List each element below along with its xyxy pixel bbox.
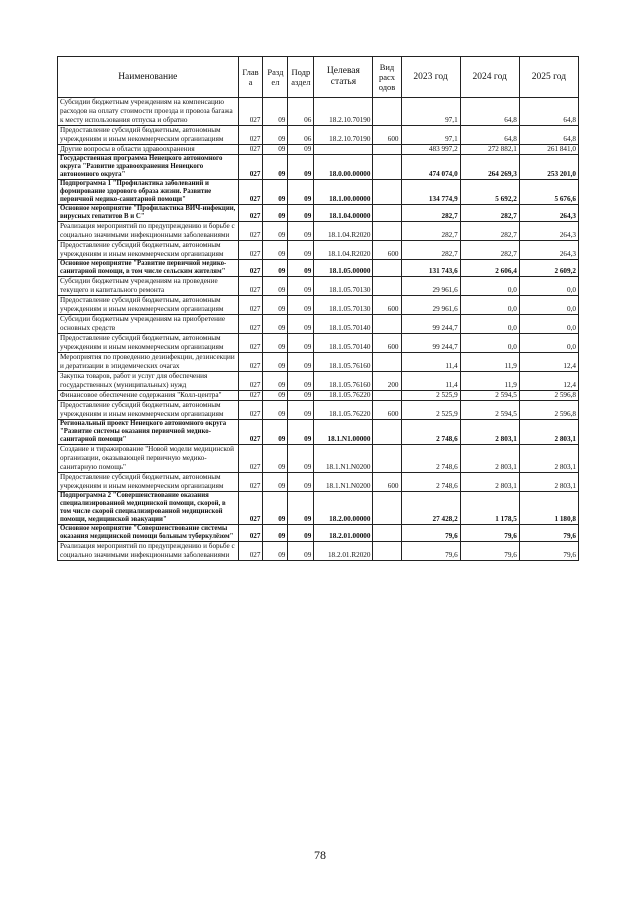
- cell-expense-type: [373, 315, 401, 334]
- cell-glava: 027: [238, 420, 263, 445]
- table-row: [58, 260, 579, 277]
- cell-target-article: 18.1.05.70130: [314, 277, 373, 296]
- cell-expense-type: [373, 353, 401, 372]
- cell-2025: 1 180,8: [519, 492, 578, 525]
- cell-2023: 29 961,6: [401, 277, 460, 296]
- cell-name: Основное мероприятие "Совершенствование системы оказания медицинской помощи больным туберкулёзом": [58, 525, 239, 542]
- table-row: [58, 205, 579, 222]
- table-row: [58, 401, 579, 420]
- cell-razdel: 09: [263, 372, 288, 391]
- cell-expense-type: 200: [373, 372, 401, 391]
- cell-razdel: 09: [263, 205, 288, 222]
- cell-expense-type: [373, 420, 401, 445]
- cell-glava: 027: [238, 334, 263, 353]
- cell-podrazdel: 09: [288, 277, 314, 296]
- cell-2024: 272 882,1: [460, 145, 519, 155]
- cell-target-article: 18.2.01.00000: [314, 525, 373, 542]
- cell-glava: 027: [238, 277, 263, 296]
- cell-2025: 261 841,0: [519, 145, 578, 155]
- cell-2023: 282,7: [401, 241, 460, 260]
- cell-name: Основное мероприятие "Развитие первичной медико-санитарной помощи, в том числе сельским жителям": [58, 260, 239, 277]
- cell-glava: 027: [238, 296, 263, 315]
- cell-2023: 29 961,6: [401, 296, 460, 315]
- cell-target-article: 18.1.05.76160: [314, 372, 373, 391]
- cell-target-article: 18.1.04.R2020: [314, 241, 373, 260]
- header-expense-type: Вид расх одов: [373, 57, 401, 98]
- cell-glava: 027: [238, 473, 263, 492]
- cell-glava: 027: [238, 391, 263, 401]
- cell-target-article: 18.0.00.00000: [314, 155, 373, 180]
- cell-glava: 027: [238, 145, 263, 155]
- cell-glava: 027: [238, 525, 263, 542]
- table-row: [58, 155, 579, 180]
- table-row: [58, 126, 579, 145]
- cell-2024: 79,6: [460, 525, 519, 542]
- cell-2023: 11,4: [401, 353, 460, 372]
- cell-expense-type: 600: [373, 126, 401, 145]
- cell-name: Субсидии бюджетным учреждениям на приобретение основных средств: [58, 315, 239, 334]
- cell-expense-type: 600: [373, 473, 401, 492]
- cell-target-article: 18.1.00.00000: [314, 180, 373, 205]
- header-2023: 2023 год: [401, 57, 460, 98]
- cell-target-article: 18.1.N1.N0200: [314, 445, 373, 473]
- table-row: [58, 334, 579, 353]
- header-2024: 2024 год: [460, 57, 519, 98]
- cell-razdel: 09: [263, 445, 288, 473]
- table-row: [58, 372, 579, 391]
- cell-2023: 97,1: [401, 126, 460, 145]
- cell-razdel: 09: [263, 492, 288, 525]
- cell-2025: 2 596,8: [519, 391, 578, 401]
- cell-glava: 027: [238, 542, 263, 561]
- cell-2023: 131 743,6: [401, 260, 460, 277]
- cell-2024: 2 803,1: [460, 473, 519, 492]
- cell-podrazdel: 09: [288, 420, 314, 445]
- header-razdel: Разд ел: [263, 57, 288, 98]
- cell-name: Реализация мероприятий по предупреждению и борьбе с социально значимыми инфекционными заболеваниями: [58, 222, 239, 241]
- cell-target-article: 18.1.05.00000: [314, 260, 373, 277]
- cell-2025: 12,4: [519, 353, 578, 372]
- header-row: [58, 57, 579, 98]
- cell-2024: 11,9: [460, 372, 519, 391]
- cell-name: Предоставление субсидий бюджетным, автономным учреждениям и иным некоммерческим организациям: [58, 296, 239, 315]
- cell-2023: 2 525,9: [401, 401, 460, 420]
- cell-glava: 027: [238, 222, 263, 241]
- table-row: [58, 277, 579, 296]
- cell-2024: 2 803,1: [460, 445, 519, 473]
- table-row: [58, 525, 579, 542]
- cell-target-article: [314, 145, 373, 155]
- cell-name: Реализация мероприятий по предупреждению и борьбе с социально значимыми инфекционными заболеваниями: [58, 542, 239, 561]
- cell-target-article: 18.1.05.70140: [314, 334, 373, 353]
- cell-podrazdel: 09: [288, 241, 314, 260]
- table-row: [58, 180, 579, 205]
- cell-glava: 027: [238, 260, 263, 277]
- cell-2024: 2 594,5: [460, 401, 519, 420]
- cell-name: Предоставление субсидий бюджетным, автономным учреждениям и иным некоммерческим организациям: [58, 334, 239, 353]
- cell-podrazdel: 09: [288, 145, 314, 155]
- cell-target-article: 18.2.10.70190: [314, 126, 373, 145]
- cell-razdel: 09: [263, 98, 288, 126]
- cell-target-article: 18.1.05.70130: [314, 296, 373, 315]
- cell-podrazdel: 09: [288, 473, 314, 492]
- cell-2024: 64,8: [460, 126, 519, 145]
- cell-name: Другие вопросы в области здравоохранения: [58, 145, 239, 155]
- cell-podrazdel: 09: [288, 155, 314, 180]
- cell-2025: 2 609,2: [519, 260, 578, 277]
- header-target-article: Целевая статья: [314, 57, 373, 98]
- cell-expense-type: [373, 445, 401, 473]
- cell-2024: 282,7: [460, 241, 519, 260]
- page-number: 78: [314, 848, 326, 862]
- header-2025: 2025 год: [519, 57, 578, 98]
- cell-glava: 027: [238, 98, 263, 126]
- cell-target-article: 18.1.04.R2020: [314, 222, 373, 241]
- cell-2024: 282,7: [460, 222, 519, 241]
- cell-razdel: 09: [263, 334, 288, 353]
- cell-podrazdel: 09: [288, 260, 314, 277]
- cell-name: Финансовое обеспечение содержания "Колл-центра": [58, 391, 239, 401]
- cell-podrazdel: 09: [288, 372, 314, 391]
- cell-2025: 2 803,1: [519, 445, 578, 473]
- cell-target-article: 18.1.05.76160: [314, 353, 373, 372]
- cell-razdel: 09: [263, 525, 288, 542]
- cell-name: Субсидии бюджетным учреждениям на проведение текущего и капитального ремонта: [58, 277, 239, 296]
- cell-2024: 5 692,2: [460, 180, 519, 205]
- cell-2023: 134 774,9: [401, 180, 460, 205]
- cell-razdel: 09: [263, 260, 288, 277]
- budget-table: [57, 56, 579, 561]
- cell-2025: 5 676,6: [519, 180, 578, 205]
- cell-2024: 79,6: [460, 542, 519, 561]
- cell-name: Подпрограмма 1 "Профилактика заболеваний и формирование здорового образа жизни. Развитие первичной медико-санитарной помощи": [58, 180, 239, 205]
- cell-2025: 0,0: [519, 296, 578, 315]
- cell-glava: 027: [238, 315, 263, 334]
- cell-razdel: 09: [263, 222, 288, 241]
- cell-2024: 2 594,5: [460, 391, 519, 401]
- cell-razdel: 09: [263, 391, 288, 401]
- cell-2024: 282,7: [460, 205, 519, 222]
- cell-2023: 11,4: [401, 372, 460, 391]
- cell-expense-type: [373, 492, 401, 525]
- cell-glava: 027: [238, 155, 263, 180]
- cell-podrazdel: 06: [288, 126, 314, 145]
- cell-target-article: 18.1.N1.N0200: [314, 473, 373, 492]
- cell-razdel: 09: [263, 145, 288, 155]
- cell-2025: 0,0: [519, 334, 578, 353]
- cell-2023: 282,7: [401, 205, 460, 222]
- cell-2025: 0,0: [519, 277, 578, 296]
- cell-2025: 264,3: [519, 205, 578, 222]
- cell-name: Государственная программа Ненецкого автономного округа "Развитие здравоохранения Ненецкого автономного округа": [58, 155, 239, 180]
- cell-razdel: 09: [263, 542, 288, 561]
- cell-2024: 64,8: [460, 98, 519, 126]
- cell-name: Закупка товаров, работ и услуг для обеспечения государственных (муниципальных) нужд: [58, 372, 239, 391]
- cell-target-article: 18.1.04.00000: [314, 205, 373, 222]
- cell-2025: 2 803,1: [519, 420, 578, 445]
- cell-2025: 253 201,0: [519, 155, 578, 180]
- cell-expense-type: [373, 98, 401, 126]
- cell-name: Предоставление субсидий бюджетным, автономным учреждениям и иным некоммерческим организациям: [58, 401, 239, 420]
- cell-razdel: 09: [263, 277, 288, 296]
- cell-2025: 64,8: [519, 126, 578, 145]
- table-row: [58, 420, 579, 445]
- cell-razdel: 09: [263, 126, 288, 145]
- cell-glava: 027: [238, 445, 263, 473]
- cell-expense-type: [373, 277, 401, 296]
- cell-2023: 99 244,7: [401, 334, 460, 353]
- cell-podrazdel: 09: [288, 222, 314, 241]
- cell-2025: 64,8: [519, 98, 578, 126]
- cell-target-article: 18.2.01.R2020: [314, 542, 373, 561]
- cell-razdel: 09: [263, 420, 288, 445]
- table-row: [58, 315, 579, 334]
- cell-2024: 0,0: [460, 315, 519, 334]
- table-row: [58, 473, 579, 492]
- cell-name: Мероприятия по проведению дезинфекции, дезинсекции и дератизации в эпидемических очагах: [58, 353, 239, 372]
- cell-razdel: 09: [263, 180, 288, 205]
- cell-expense-type: 600: [373, 241, 401, 260]
- cell-podrazdel: 09: [288, 315, 314, 334]
- cell-name: Основное мероприятие "Профилактика ВИЧ-инфекции, вирусных гепатитов В и С": [58, 205, 239, 222]
- table-row: [58, 445, 579, 473]
- table-row: [58, 241, 579, 260]
- cell-2023: 474 074,0: [401, 155, 460, 180]
- table-row: [58, 492, 579, 525]
- cell-glava: 027: [238, 126, 263, 145]
- cell-2025: 79,6: [519, 525, 578, 542]
- cell-glava: 027: [238, 180, 263, 205]
- cell-podrazdel: 09: [288, 401, 314, 420]
- cell-razdel: 09: [263, 473, 288, 492]
- cell-podrazdel: 09: [288, 353, 314, 372]
- cell-name: Субсидии бюджетным учреждениям на компенсацию расходов на оплату стоимости проезда и провоза багажа к месту использования отпуска и обратно: [58, 98, 239, 126]
- cell-podrazdel: 06: [288, 98, 314, 126]
- header-podrazdel: Подр аздел: [288, 57, 314, 98]
- cell-target-article: 18.1.05.76220: [314, 391, 373, 401]
- cell-razdel: 09: [263, 155, 288, 180]
- cell-name: Предоставление субсидий бюджетным, автономным учреждениям и иным некоммерческим организациям: [58, 241, 239, 260]
- cell-2023: 2 748,6: [401, 445, 460, 473]
- cell-razdel: 09: [263, 353, 288, 372]
- cell-expense-type: [373, 391, 401, 401]
- table-row: [58, 222, 579, 241]
- cell-target-article: 18.1.05.76220: [314, 401, 373, 420]
- cell-name: Создание и тиражирование "Новой модели медицинской организации, оказывающей первичную медико-санитарную помощь": [58, 445, 239, 473]
- cell-name: Предоставление субсидий бюджетным, автономным учреждениям и иным некоммерческим организациям: [58, 473, 239, 492]
- cell-expense-type: [373, 145, 401, 155]
- cell-target-article: 18.1.N1.00000: [314, 420, 373, 445]
- cell-razdel: 09: [263, 241, 288, 260]
- cell-podrazdel: 09: [288, 525, 314, 542]
- cell-glava: 027: [238, 401, 263, 420]
- cell-2025: 79,6: [519, 542, 578, 561]
- cell-razdel: 09: [263, 401, 288, 420]
- cell-expense-type: [373, 205, 401, 222]
- cell-2023: 79,6: [401, 525, 460, 542]
- table-row: [58, 296, 579, 315]
- cell-podrazdel: 09: [288, 391, 314, 401]
- cell-2025: 264,3: [519, 241, 578, 260]
- cell-podrazdel: 09: [288, 542, 314, 561]
- cell-2025: 2 803,1: [519, 473, 578, 492]
- cell-2024: 2 803,1: [460, 420, 519, 445]
- cell-2024: 264 269,3: [460, 155, 519, 180]
- cell-2025: 2 596,8: [519, 401, 578, 420]
- cell-target-article: 18.2.10.70190: [314, 98, 373, 126]
- cell-expense-type: 600: [373, 296, 401, 315]
- cell-glava: 027: [238, 492, 263, 525]
- cell-razdel: 09: [263, 296, 288, 315]
- table-row: [58, 145, 579, 155]
- cell-podrazdel: 09: [288, 334, 314, 353]
- cell-2023: 2 525,9: [401, 391, 460, 401]
- cell-2024: 11,9: [460, 353, 519, 372]
- cell-2024: 0,0: [460, 334, 519, 353]
- cell-target-article: 18.1.05.70140: [314, 315, 373, 334]
- cell-2024: 2 606,4: [460, 260, 519, 277]
- cell-2023: 2 748,6: [401, 420, 460, 445]
- cell-podrazdel: 09: [288, 445, 314, 473]
- cell-expense-type: [373, 180, 401, 205]
- cell-2023: 2 748,6: [401, 473, 460, 492]
- cell-2024: 0,0: [460, 277, 519, 296]
- cell-2024: 0,0: [460, 296, 519, 315]
- cell-target-article: 18.2.00.00000: [314, 492, 373, 525]
- cell-name: Предоставление субсидий бюджетным, автономным учреждениям и иным некоммерческим организациям: [58, 126, 239, 145]
- cell-expense-type: [373, 260, 401, 277]
- cell-2023: 79,6: [401, 542, 460, 561]
- table-row: [58, 98, 579, 126]
- cell-glava: 027: [238, 205, 263, 222]
- cell-expense-type: [373, 525, 401, 542]
- cell-name: Подпрограмма 2 "Совершенствование оказания специализированной медицинской помощи, скорой, в том числе скорой специализированной медицинской помощи, медицинской эвакуации": [58, 492, 239, 525]
- cell-razdel: 09: [263, 315, 288, 334]
- cell-expense-type: [373, 222, 401, 241]
- table-row: [58, 542, 579, 561]
- cell-podrazdel: 09: [288, 296, 314, 315]
- cell-glava: 027: [238, 241, 263, 260]
- cell-expense-type: [373, 542, 401, 561]
- header-glava: Глав а: [238, 57, 263, 98]
- table-row: [58, 391, 579, 401]
- cell-name: Региональный проект Ненецкого автономного округа "Развитие системы оказания первичной медико-санитарной помощи": [58, 420, 239, 445]
- cell-2023: 483 997,2: [401, 145, 460, 155]
- cell-expense-type: 600: [373, 334, 401, 353]
- cell-2023: 282,7: [401, 222, 460, 241]
- cell-podrazdel: 09: [288, 180, 314, 205]
- cell-2025: 0,0: [519, 315, 578, 334]
- cell-2025: 12,4: [519, 372, 578, 391]
- table-row: [58, 353, 579, 372]
- cell-glava: 027: [238, 372, 263, 391]
- cell-2023: 27 428,2: [401, 492, 460, 525]
- cell-2024: 1 178,5: [460, 492, 519, 525]
- cell-glava: 027: [238, 353, 263, 372]
- cell-expense-type: 600: [373, 401, 401, 420]
- cell-podrazdel: 09: [288, 205, 314, 222]
- cell-2023: 99 244,7: [401, 315, 460, 334]
- cell-podrazdel: 09: [288, 492, 314, 525]
- header-name: Наименование: [58, 57, 239, 98]
- cell-2023: 97,1: [401, 98, 460, 126]
- cell-2025: 264,3: [519, 222, 578, 241]
- cell-expense-type: [373, 155, 401, 180]
